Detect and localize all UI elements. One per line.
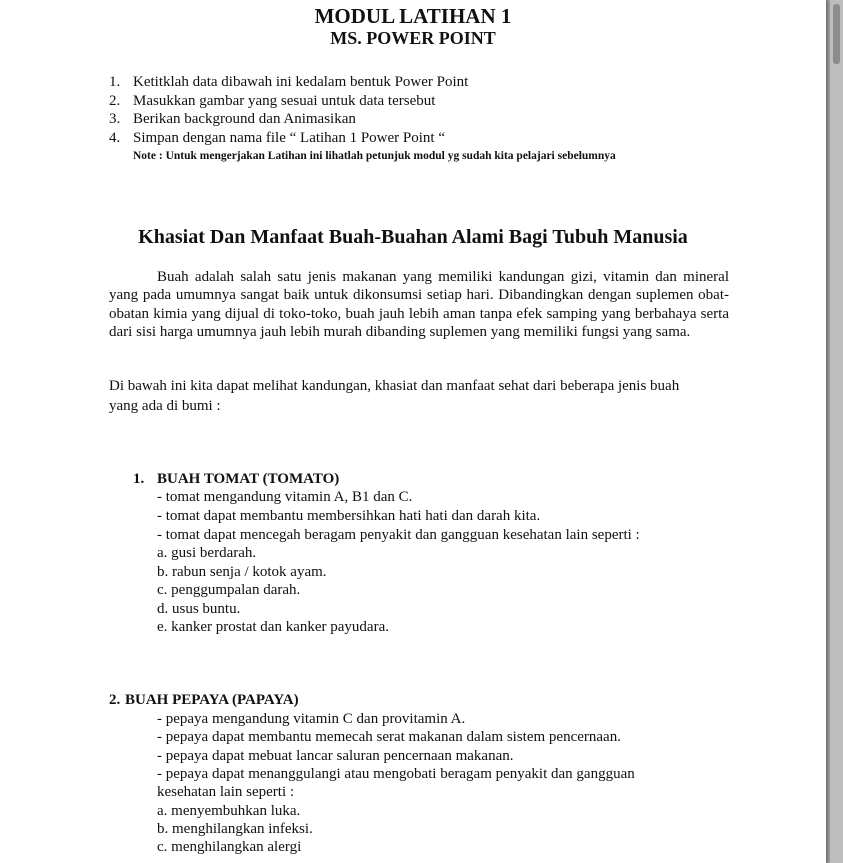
- list-item: - pepaya mengandung vitamin C dan provitamin A.: [157, 711, 466, 727]
- instruction-number: 4.: [109, 130, 121, 146]
- list-item: kesehatan lain seperti :: [157, 784, 295, 800]
- instruction-number: 1.: [109, 74, 121, 90]
- scrollbar-thumb[interactable]: [833, 4, 840, 64]
- instruction-text: Simpan dengan nama file “ Latihan 1 Power Point “: [133, 130, 446, 146]
- document-title: MODUL LATIHAN 1: [314, 4, 512, 28]
- list-item: d. usus buntu.: [157, 601, 241, 617]
- list-item: - tomat dapat mencegah beragam penyakit dan gangguan kesehatan lain seperti :: [157, 527, 640, 543]
- list-item: - tomat dapat membantu membersihkan hati hati dan darah kita.: [157, 508, 541, 524]
- list-item: a. gusi berdarah.: [157, 545, 257, 561]
- list-item: - pepaya dapat membantu memecah serat makanan dalam sistem pencernaan.: [157, 729, 621, 745]
- list-item: b. rabun senja / kotok ayam.: [157, 564, 327, 580]
- section-title: BUAH PEPAYA (PAPAYA): [125, 692, 299, 708]
- intro2-line: Di bawah ini kita dapat melihat kandungan, khasiat dan manfaat sehat dari beberapa jenis buah: [109, 378, 680, 394]
- intro-text: Buah adalah salah satu jenis makanan yang memiliki kandungan gizi, vitamin dan mineral yang pada umumnya sangat baik untuk dikonsumsi setiap hari. Dibandingkan dengan suplemen obat-obatan kimia yang dijual di toko-toko, buah jauh lebih aman tanpa efek samping yang berbahaya serta dari sisi harga umumnya jauh lebih murah dibanding suplemen yang memiliki fungsi yang sama.: [109, 269, 729, 341]
- section-number: 2.: [109, 692, 121, 708]
- section-title: BUAH TOMAT (TOMATO): [157, 471, 340, 487]
- list-item: - pepaya dapat menanggulangi atau mengobati beragam penyakit dan gangguan: [157, 766, 635, 782]
- list-item: c. penggumpalan darah.: [157, 582, 301, 598]
- instruction-text: Masukkan gambar yang sesuai untuk data tersebut: [133, 93, 436, 109]
- instruction-text: Ketitklah data dibawah ini kedalam bentuk Power Point: [133, 74, 469, 90]
- vertical-scrollbar[interactable]: [830, 0, 843, 863]
- list-item: - tomat mengandung vitamin A, B1 dan C.: [157, 489, 413, 505]
- article-heading: Khasiat Dan Manfaat Buah-Buahan Alami Bagi Tubuh Manusia: [138, 226, 688, 248]
- list-item: c. menghilangkan alergi: [157, 839, 302, 855]
- note-text: Note : Untuk mengerjakan Latihan ini lihatlah petunjuk modul yg sudah kita pelajari sebelumnya: [133, 150, 616, 162]
- list-item: e. kanker prostat dan kanker payudara.: [157, 619, 389, 635]
- intro-paragraph: [109, 268, 729, 342]
- section-number: 1.: [133, 471, 145, 487]
- list-item: b. menghilangkan infeksi.: [157, 821, 313, 837]
- document-subtitle: MS. POWER POINT: [330, 28, 496, 48]
- instruction-number: 2.: [109, 93, 121, 109]
- instruction-number: 3.: [109, 111, 121, 127]
- instruction-text: Berikan background dan Animasikan: [133, 111, 356, 127]
- list-item: - pepaya dapat mebuat lancar saluran pencernaan makanan.: [157, 748, 514, 764]
- intro2-line: yang ada di bumi :: [109, 398, 221, 414]
- list-item: a. menyembuhkan luka.: [157, 803, 301, 819]
